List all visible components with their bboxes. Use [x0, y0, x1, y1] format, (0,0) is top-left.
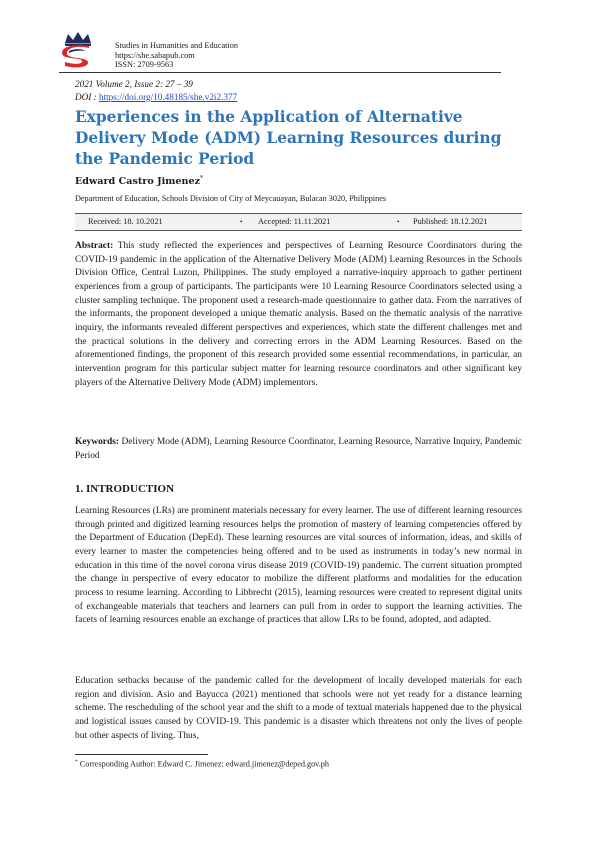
article-title: Experiences in the Application of Alternative Delivery Mode (ADM) Learning Resources during the Pandemic Period	[75, 108, 502, 168]
journal-info	[115, 41, 238, 70]
abstract	[75, 240, 522, 390]
introduction-paragraph: Learning Resources (LRs) are prominent materials necessary for every learner. The use of different learning resources through printed and digitized learning resources helps the promotion of mastery of learning competencies offered by the Department of Education (DepEd). These learning resources are vital sources of information, ideas, and skills of every learner to master the competencies being offered and to be used as instruments in today’s new normal in education in this time of the novel corona virus disease 2019 (COVID-19) pandemic. The current situation prompted the change in perspective of every educator to mobilize the different platforms and modalities for the education process to resume learning. According to Libbrecht (2015), learning resources were created to represent digital units of exchangeable materials that teachers and learners can pull from in order to support the learning activities. The facets of learning resources enable an exchange of practices that allow LRs to be found, adopted, and adapted.	[75, 506, 522, 626]
issue-citation: 2021 Volume 2, Issue 2: 27 – 39	[75, 79, 193, 89]
published-date: Published: 18.12.2021	[413, 217, 488, 226]
received-date: Received: 18. 10.2021	[88, 217, 163, 226]
journal-url[interactable]: https://she.sabapub.com	[115, 50, 195, 60]
keywords	[75, 436, 522, 463]
publication-dates-bar	[75, 213, 522, 231]
doi-line	[75, 91, 237, 103]
author-name: Edward Castro Jimenez	[75, 176, 201, 188]
footnote-mark: *	[75, 759, 78, 765]
accepted-date: Accepted: 11.11.2021	[258, 217, 331, 226]
journal-logo-icon	[55, 31, 101, 71]
section-heading-introduction: 1. INTRODUCTION	[75, 483, 175, 495]
abstract-label: Abstract:	[75, 241, 114, 251]
footnote-rule	[75, 754, 208, 755]
abstract-text: This study reflected the experiences and perspectives of Learning Resource Coordinators during the COVID-19 pandemic in the application of the Alternative Delivery Mode (ADM) Learning Resources in the Schools Division Office, Central Luzon, Philippines. The study employed a narrative-inquiry approach to gather pertinent experiences from a group of participants. The participants were 10 Learning Resource Coordinators selected using a cluster sampling technique. The proponent used a research-made questionnaire to gather data. From the narratives of the informants, the proponent developed a unique thematic analysis. Based on the thematic analysis of the narrative inquiry, the informants revealed different perspectives and experiences, which state the different challenges met and the practical solutions in the delivery and correcting errors in the ADM Learning Resources. Based on the aforementioned findings, the proponent of this research provided some essential recommendations, in particular, an intervention program for this particular subject matter for learning resource coordinators and other significant key players of the Alternative Delivery Mode (ADM) implementors.	[75, 241, 522, 388]
author-affiliation: Department of Education, Schools Division of City of Meycauayan, Bulacan 3020, Philippines	[75, 194, 387, 203]
journal-issn: ISSN: 2709-9563	[115, 60, 174, 70]
header-rule	[59, 72, 501, 73]
dates-separator: •	[240, 218, 243, 226]
doi-label: DOI :	[75, 92, 99, 102]
dates-separator: •	[397, 218, 400, 226]
keywords-text: Delivery Mode (ADM), Learning Resource Coordinator, Learning Resource, Narrative Inquiry, Pandemic Period	[75, 437, 522, 461]
keywords-label: Keywords:	[75, 437, 120, 447]
author-mark: *	[200, 175, 204, 182]
footnote	[75, 759, 329, 769]
footnote-text: Corresponding Author: Edward C. Jimenez: edward.jimenez@deped.gov.ph	[77, 759, 329, 769]
doi-link[interactable]: https://doi.org/10.48185/she.v2i2.377	[98, 92, 238, 102]
introduction-paragraph: Education setbacks because of the pandemic called for the development of locally developed materials for each region and division. Asio and Bayucca (2021) mentioned that schools were not yet ready for a distance learning scheme. The rescheduling of the school year and the shift to a mode of textual materials happened due to the physical and logistical issues caused by COVID-19. This pandemic is a disaster which threatens not only the lives of people but other aspects of living. Thus,	[75, 676, 522, 741]
journal-name: Studies in Humanities and Education	[115, 41, 239, 50]
author-line	[75, 175, 203, 187]
journal-header	[55, 27, 505, 73]
